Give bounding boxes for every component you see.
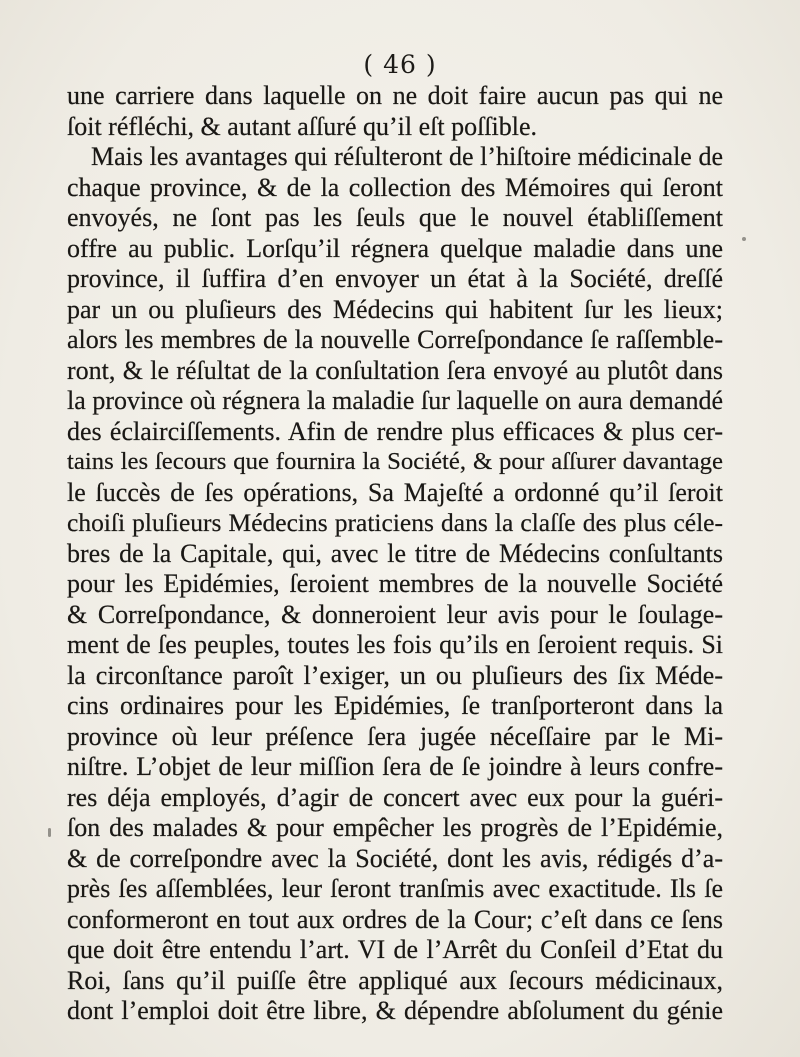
text-line-8: par un ou pluſieurs des Médecins qui habitent ſur les lieux; xyxy=(67,294,723,324)
text-line-12: des éclairciſſements. Afin de rendre plus efficaces & plus cer- xyxy=(67,416,723,446)
page-number: ( 46 ) xyxy=(363,50,437,79)
text-line-26: & de correſpondre avec la Société, dont les avis, rédigés d’a- xyxy=(67,843,723,873)
text-line-6: offre au public. Lorſqu’il régnera quelque maladie dans une xyxy=(67,233,723,263)
text-line-25: ſon des malades & pour empêcher les progrès de l’Epidémie, xyxy=(67,813,723,842)
text-line-3: Mais les avantages qui réſulteront de l’hiſtoire médicinale de xyxy=(91,142,723,171)
text-line-15: choiſi pluſieurs Médecins praticiens dans la claſſe des plus céle- xyxy=(67,508,723,537)
ink-speck xyxy=(48,828,51,837)
text-line-2: ſoit réfléchi, & autant aſſuré qu’il eſt poſſible. xyxy=(67,111,538,141)
text-line-30: Roi, ſans qu’il puiſſe être appliqué aux ſecours médicinaux, xyxy=(67,965,723,995)
text-line-16: bres de la Capitale, qui, avec le titre de Médecins conſultants xyxy=(67,538,723,568)
text-line-19: ment de ſes peuples, toutes les fois qu’ils en ſeroient requis. Si xyxy=(67,630,723,659)
text-line-27: près ſes aſſemblées, leur ſeront tranſmis avec exactitude. Ils ſe xyxy=(67,874,723,903)
text-line-7: province, il ſuffira d’en envoyer un état à la Société, dreſſé xyxy=(67,264,723,293)
ink-speck xyxy=(742,237,746,241)
text-line-23: niſtre. L’objet de leur miſſion ſera de ſe joindre à leurs confre- xyxy=(67,752,723,781)
text-line-18: & Correſpondance, & donneroient leur avis pour le ſoulage- xyxy=(67,599,723,629)
text-line-20: la circonſtance paroît l’exiger, un ou pluſieurs des ſix Méde- xyxy=(67,660,723,690)
text-line-1: une carriere dans laquelle on ne doit faire aucun pas qui ne xyxy=(67,81,723,110)
text-line-28: conformeront en tout aux ordres de la Cour; c’eſt dans ce ſens xyxy=(67,904,723,934)
text-line-17: pour les Epidémies, ſeroient membres de la nouvelle Société xyxy=(67,569,723,598)
text-line-10: ront, & le réſultat de la conſultation ſera envoyé au plutôt dans xyxy=(67,355,723,385)
text-line-11: la province où régnera la maladie ſur laquelle on aura demandé xyxy=(67,386,723,415)
text-line-9: alors les membres de la nouvelle Correſpondance ſe raſſemble- xyxy=(67,325,723,354)
text-line-22: province où leur préſence ſera jugée néceſſaire par le Mi- xyxy=(67,721,723,751)
text-line-4: chaque province, & de la collection des Mémoires qui ſeront xyxy=(67,172,723,202)
body-text xyxy=(67,81,723,1027)
text-line-24: res déja employés, d’agir de concert avec eux pour la guéri- xyxy=(67,782,723,812)
text-line-13: tains les ſecours que fournira la Société, & pour aſſurer davantage xyxy=(67,448,723,475)
text-line-31: dont l’emploi doit être libre, & dépendre abſolument du génie xyxy=(67,996,723,1025)
text-line-21: cins ordinaires pour les Epidémies, ſe tranſporteront dans la xyxy=(67,691,723,720)
text-line-29: que doit être entendu l’art. VI de l’Arrêt du Conſeil d’Etat du xyxy=(67,935,723,964)
text-line-5: envoyés, ne ſont pas les ſeuls que le nouvel établiſſement xyxy=(67,203,723,232)
text-line-14: le ſuccès de ſes opérations, Sa Majeſté a ordonné qu’il ſeroit xyxy=(67,477,723,507)
